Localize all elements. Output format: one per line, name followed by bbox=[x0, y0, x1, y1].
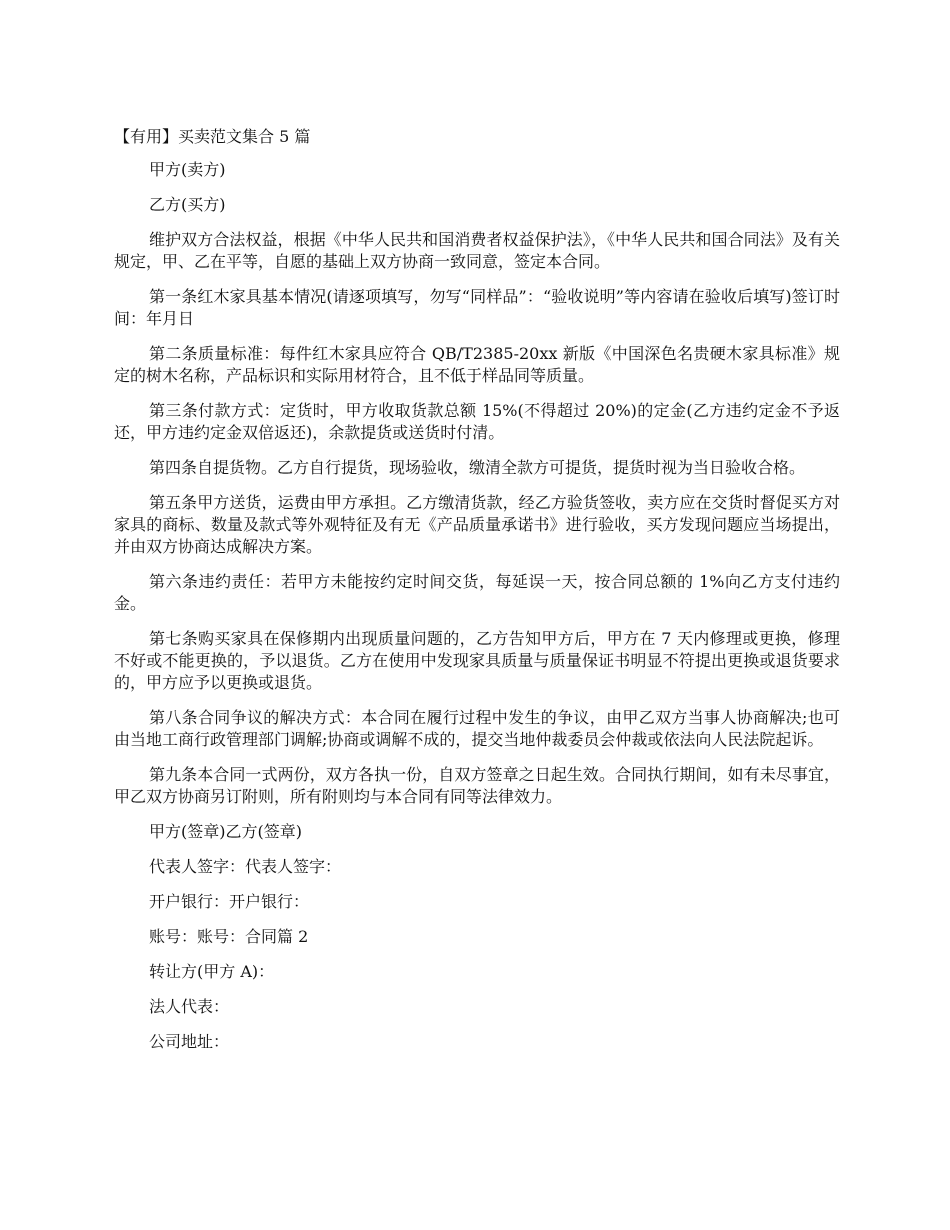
intro-paragraph: 维护双方合法权益，根据《中华人民共和国消费者权益保护法》，《中华人民共和国合同法》及有关规定，甲、乙在平等，自愿的基础上双方协商一致同意，签定本合同。 bbox=[114, 230, 840, 271]
article-5: 第五条甲方送货，运费由甲方承担。乙方缴清货款，经乙方验货签收，卖方应在交货时督促买方对家具的商标、数量及款式等外观特征及有无《产品质量承诺书》进行验收，买方发现问题应当场提出，并由双方协商达成解决方案。 bbox=[114, 493, 840, 556]
document-title: 【有用】买卖范文集合 5 篇 bbox=[114, 127, 311, 146]
account-line: 账号：账号：合同篇 2 bbox=[149, 927, 309, 946]
party-a-label: 甲方(卖方) bbox=[149, 160, 226, 179]
bank-line: 开户银行：开户银行： bbox=[149, 892, 310, 911]
article-1: 第一条红木家具基本情况(请逐项填写，勿写“同样品”：“验收说明”等内容请在验收后填写)签订时间：年月日 bbox=[114, 287, 840, 328]
signature-line: 甲方(签章)乙方(签章) bbox=[149, 822, 302, 841]
article-7: 第七条购买家具在保修期内出现质量问题的，乙方告知甲方后，甲方在 7 天内修理或更换，修理不好或不能更换的，予以退货。乙方在使用中发现家具质量与质量保证书明显不符提出更换或退货要求的，甲方应予以更换或退货。 bbox=[114, 629, 840, 692]
legal-representative-line: 法人代表： bbox=[149, 997, 230, 1016]
transferor-line: 转让方(甲方 A)： bbox=[149, 962, 275, 981]
document-body bbox=[114, 124, 840, 1066]
party-b-label: 乙方(买方) bbox=[149, 195, 226, 214]
article-4: 第四条自提货物。乙方自行提货，现场验收，缴清全款方可提货，提货时视为当日验收合格。 bbox=[149, 458, 806, 477]
representative-line: 代表人签字：代表人签字： bbox=[149, 857, 342, 876]
article-3: 第三条付款方式：定货时，甲方收取货款总额 15%(不得超过 20%)的定金(乙方违约定金不予返还，甲方违约定金双倍返还)，余款提货或送货时付清。 bbox=[114, 401, 840, 442]
article-9: 第九条本合同一式两份，双方各执一份，自双方签章之日起生效。合同执行期间，如有未尽事宜，甲乙双方协商另订附则，所有附则均与本合同有同等法律效力。 bbox=[114, 765, 840, 806]
article-2: 第二条质量标准：每件红木家具应符合 QB/T2385-20xx 新版《中国深色名贵硬木家具标准》规定的树木名称，产品标识和实际用材符合，且不低于样品同等质量。 bbox=[114, 344, 840, 385]
article-8: 第八条合同争议的解决方式：本合同在履行过程中发生的争议，由甲乙双方当事人协商解决;也可由当地工商行政管理部门调解;协商或调解不成的，提交当地仲裁委员会仲裁或依法向人民法院起诉。 bbox=[114, 708, 840, 749]
company-address-line: 公司地址： bbox=[149, 1032, 230, 1051]
article-6: 第六条违约责任：若甲方未能按约定时间交货，每延误一天，按合同总额的 1%向乙方支付违约金。 bbox=[114, 572, 840, 613]
